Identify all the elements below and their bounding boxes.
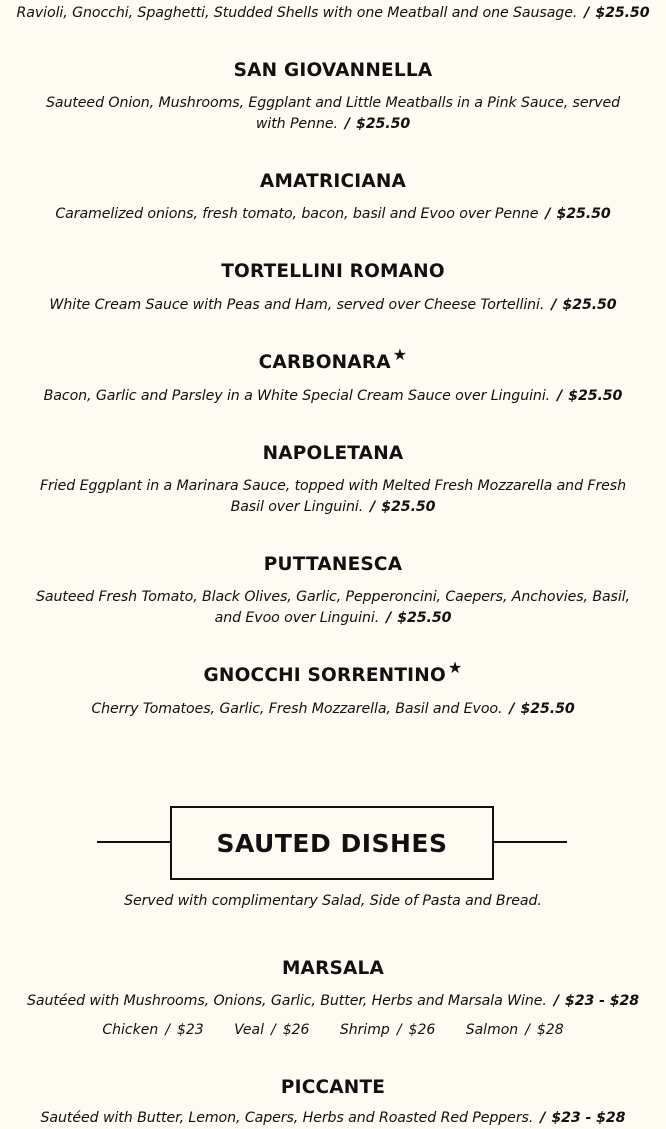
- dish-variants-row: [0, 1020, 666, 1040]
- dish-name: MARSALA: [281, 958, 385, 979]
- price-separator: /: [509, 701, 515, 717]
- dish-price: $25.50: [397, 610, 452, 626]
- star-icon: ★: [447, 658, 463, 677]
- dish-name: PUTTANESCA: [263, 554, 403, 575]
- section-title: SAUTED DISHES: [216, 828, 448, 858]
- dish-title-amatriciana: [0, 170, 666, 194]
- dish-price: $23 - $28: [564, 993, 640, 1009]
- price-separator: /: [344, 116, 350, 132]
- dish-price: $25.50: [556, 206, 611, 222]
- variant-veal: [234, 1020, 309, 1040]
- dish-description-block: [0, 1108, 666, 1129]
- dish-price: $25.50: [595, 5, 650, 21]
- dish-name: CARBONARA: [258, 352, 391, 373]
- dish-description-block: [36, 476, 630, 518]
- price-separator: /: [540, 1110, 546, 1126]
- dish-title-tortellini-romano: [0, 260, 666, 284]
- variant-name: Veal: [234, 1022, 264, 1038]
- variant-price: $26: [408, 1022, 436, 1038]
- variant-chicken: [102, 1020, 203, 1040]
- section-rule-left: [97, 841, 170, 843]
- dish-title-piccante: [0, 1076, 666, 1100]
- dish-description: Caramelized onions, fresh tomato, bacon, basil and Evoo over Penne: [55, 206, 539, 222]
- dish-description: Fried Eggplant in a Marinara Sauce, topped with Melted Fresh Mozzarella and Fresh Basil over Linguini.: [40, 478, 626, 515]
- dish-title-gnocchi-sorrentino: [0, 658, 666, 688]
- dish-description-block: [0, 295, 666, 316]
- star-icon: ★: [392, 345, 408, 364]
- dish-description-block: [0, 386, 666, 407]
- dish-title-marsala: [0, 957, 666, 981]
- dish-description: Ravioli, Gnocchi, Spaghetti, Studded Shells with one Meatball and one Sausage.: [16, 5, 578, 21]
- dish-name: GNOCCHI SORRENTINO: [203, 665, 446, 686]
- price-separator: /: [584, 5, 590, 21]
- dish-title-napoletana: [0, 442, 666, 466]
- dish-description: Sauteed Onion, Mushrooms, Eggplant and Little Meatballs in a Pink Sauce, served with Penne.: [45, 95, 621, 132]
- dish-description-block: [36, 587, 630, 629]
- dish-description-block: [0, 699, 666, 720]
- variant-separator: /: [270, 1022, 276, 1038]
- dish-name: TORTELLINI ROMANO: [221, 261, 445, 282]
- dish-price: $23 - $28: [551, 1110, 626, 1126]
- dish-description-block: [0, 991, 666, 1012]
- price-separator: /: [553, 993, 559, 1009]
- dish-title-carbonara: [0, 345, 666, 375]
- variant-salmon: [466, 1020, 564, 1040]
- variant-separator: /: [165, 1022, 170, 1038]
- dish-price: $25.50: [562, 297, 617, 313]
- variant-price: $28: [536, 1022, 564, 1038]
- variant-price: $23: [176, 1022, 204, 1038]
- dish-name: NAPOLETANA: [262, 443, 404, 464]
- section-rule-right: [494, 841, 567, 843]
- dish-description: Cherry Tomatoes, Garlic, Fresh Mozzarella, Basil and Evoo.: [91, 701, 503, 717]
- dish-description: Sautéed with Mushrooms, Onions, Garlic, Butter, Herbs and Marsala Wine.: [26, 993, 547, 1009]
- price-separator: /: [545, 206, 551, 222]
- variant-name: Salmon: [465, 1022, 519, 1038]
- variant-price: $26: [282, 1022, 310, 1038]
- variant-separator: /: [525, 1022, 530, 1038]
- dish-title-san-giovannella: [0, 59, 666, 83]
- dish-description-block: [0, 204, 666, 225]
- price-separator: /: [386, 610, 392, 626]
- variant-name: Chicken: [102, 1022, 159, 1038]
- variant-name: Shrimp: [339, 1022, 390, 1038]
- dish-name: AMATRICIANA: [259, 171, 407, 192]
- dish-price: $25.50: [381, 499, 436, 515]
- dish-price: $25.50: [355, 116, 411, 132]
- price-separator: /: [551, 297, 557, 313]
- top-dish-description-line: [0, 3, 666, 24]
- dish-description-block: [36, 93, 630, 135]
- dish-price: $25.50: [568, 388, 623, 404]
- dish-title-puttanesca: [0, 553, 666, 577]
- price-separator: /: [557, 388, 563, 404]
- dish-description: Sautéed with Butter, Lemon, Capers, Herbs and Roasted Red Peppers.: [40, 1110, 534, 1126]
- variant-separator: /: [396, 1022, 402, 1038]
- dish-description: White Cream Sauce with Peas and Ham, served over Cheese Tortellini.: [49, 297, 545, 313]
- price-separator: /: [370, 499, 376, 515]
- dish-name: PICCANTE: [280, 1077, 386, 1098]
- dish-name: SAN GIOVANNELLA: [233, 60, 433, 81]
- section-subtitle-text: Served with complimentary Salad, Side of Pasta and Bread.: [124, 893, 542, 909]
- dish-description: Sauteed Fresh Tomato, Black Olives, Garlic, Pepperoncini, Caepers, Anchovies, Basil, and Evoo over Linguini.: [36, 589, 630, 626]
- section-subtitle: [0, 891, 666, 912]
- dish-description: Bacon, Garlic and Parsley in a White Special Cream Sauce over Linguini.: [43, 388, 551, 404]
- section-header-box: [170, 806, 494, 880]
- dish-price: $25.50: [520, 701, 575, 717]
- variant-shrimp: [340, 1020, 435, 1040]
